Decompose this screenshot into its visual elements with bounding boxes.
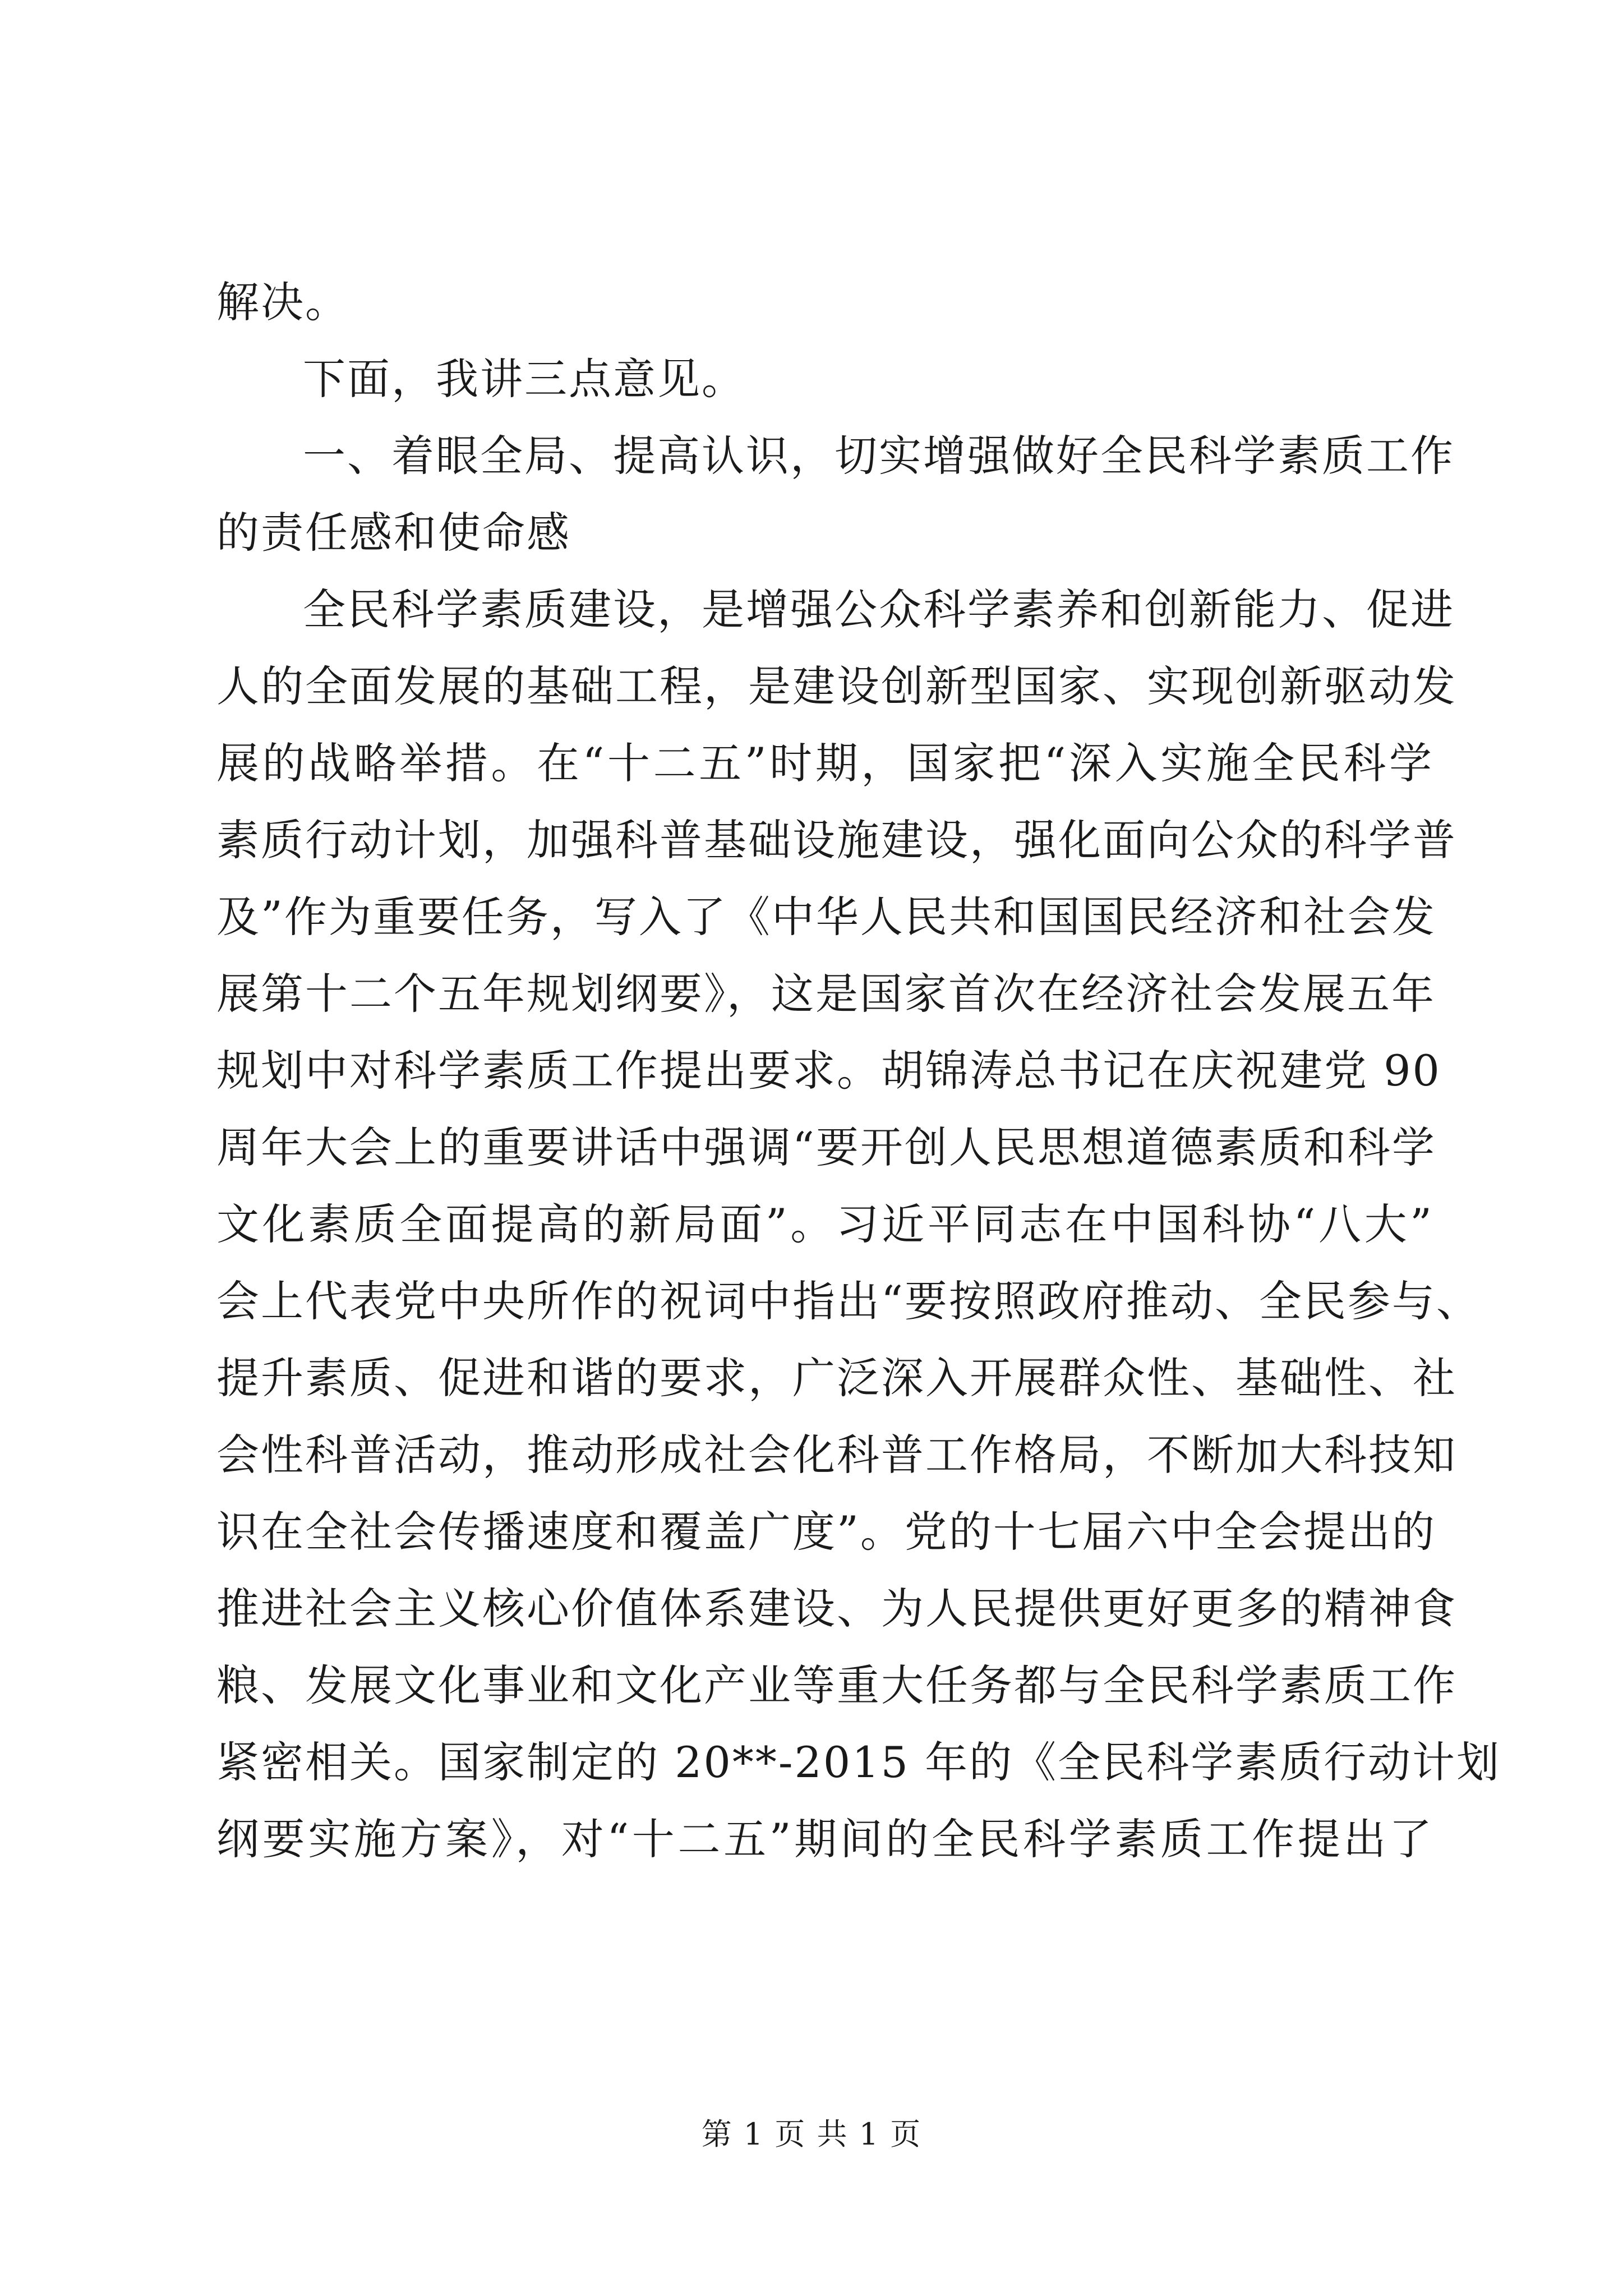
text-line: 粮、发展文化事业和文化产业等重大任务都与全民科学素质工作 [216,1660,1457,1710]
text-line: 会性科普活动，推动形成社会化科普工作格局，不断加大科技知 [216,1430,1457,1480]
text-line: 下面，我讲三点意见。 [303,354,746,404]
text-line: 纲要实施方案》，对“十二五”期间的全民科学素质工作提出了 [216,1814,1433,1864]
text-line: 紧密相关。国家制定的 20**-2015 年的《全民科学素质行动计划 [216,1737,1501,1787]
text-line: 文化素质全面提高的新局面”。习近平同志在中国科协“八大” [216,1199,1433,1249]
text-line: 及”作为重要任务，写入了《中华人民共和国国民经济和社会发 [216,892,1436,942]
text-line: 提升素质、促进和谐的要求，广泛深入开展群众性、基础性、社 [216,1353,1457,1403]
text-line: 会上代表党中央所作的祝词中指出“要按照政府推动、全民参与、 [216,1276,1481,1326]
text-line: 周年大会上的重要讲话中强调“要开创人民思想道德素质和科学 [216,1122,1436,1172]
text-line: 全民科学素质建设，是增强公众科学素养和创新能力、促进 [303,585,1455,634]
text-line: 规划中对科学素质工作提出要求。胡锦涛总书记在庆祝建党 90 [216,1046,1441,1096]
text-line: 识在全社会传播速度和覆盖广度”。党的十七届六中全会提出的 [216,1507,1436,1557]
text-line: 的责任感和使命感 [216,508,571,558]
page-footer: 第 1 页 共 1 页 [701,2116,922,2152]
body-text [216,264,1501,1878]
text-line: 推进社会主义核心价值体系建设、为人民提供更好更多的精神食 [216,1584,1457,1634]
text-line: 展第十二个五年规划纲要》，这是国家首次在经济社会发展五年 [216,969,1436,1019]
text-line: 解决。 [216,277,349,327]
text-line: 展的战略举措。在“十二五”时期，国家把“深入实施全民科学 [216,738,1433,788]
text-line: 素质行动计划，加强科普基础设施建设，强化面向公众的科学普 [216,815,1457,865]
text-line: 人的全面发展的基础工程，是建设创新型国家、实现创新驱动发 [216,661,1457,711]
text-line: 一、着眼全局、提高认识，切实增强做好全民科学素质工作 [303,431,1455,481]
